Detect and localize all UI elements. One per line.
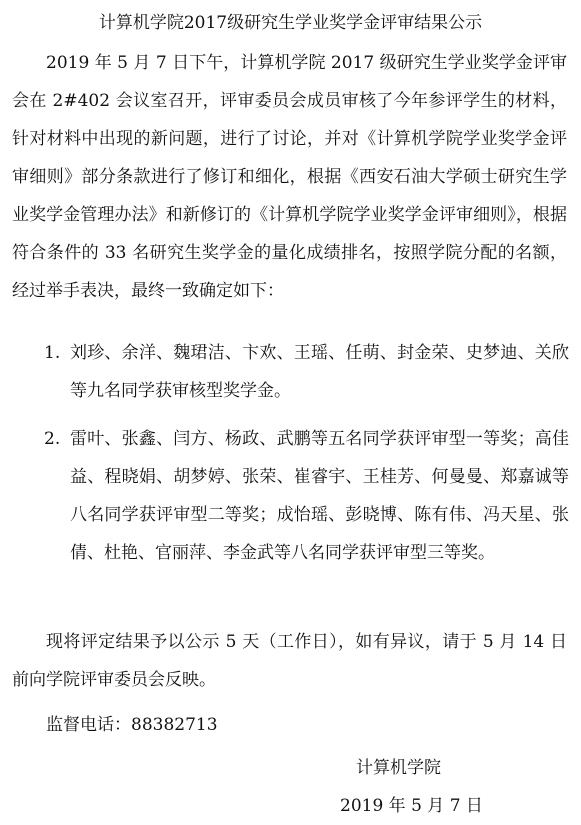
notice-paragraph: 现将评定结果予以公示 5 天（工作日），如有异议，请于 5 月 14 日前向学院评审委员会反映。: [12, 632, 567, 690]
intro-paragraph: 2019 年 5 月 7 日下午，计算机学院 2017 级研究生学业奖学金评审会在 2#402 会议室召开，评审委员会成员审核了今年参评学生的材料，针对材料中出现的新问题，进行了讨论，并对《计算机学院学业奖学金评审细则》部分条款进行了修订和细化，根据《西安石油大学硕士研究生学业奖学金管理办法》和新修订的《计算机学院学业奖学金评审细则》，根据符合条件的 33 名研究生奖学金的量化成绩排名，按照学院分配的名额，经过举手表决，最终一致确定如下：: [12, 53, 567, 301]
document-title: 计算机学院2017级研究生学业奖学金评审结果公示: [98, 13, 483, 33]
signature-organization: 计算机学院: [356, 758, 441, 778]
list-item: [44, 334, 569, 410]
list-item-text: 刘珍、余洋、魏珺洁、卞欢、王瑶、任萌、封金荣、史梦迪、关欣等九名同学获审核型奖学金。: [70, 343, 569, 401]
list-item-text: 雷叶、张鑫、闫方、杨政、武鹏等五名同学获评审型一等奖；高佳益、程晓娟、胡梦婷、张荣、崔睿宇、王桂芳、何曼曼、郑嘉诚等八名同学获评审型二等奖；成怡瑶、彭晓博、陈有伟、冯天星、张倩、杜艳、官丽萍、李金武等八名同学获评审型三等奖。: [70, 429, 569, 563]
list-item-number: 2.: [44, 429, 61, 449]
supervision-phone: 监督电话：88382713: [46, 715, 218, 735]
list-item-number: 1.: [44, 343, 61, 363]
list-item: [44, 420, 569, 572]
signature-date: 2019 年 5 月 7 日: [340, 796, 483, 816]
